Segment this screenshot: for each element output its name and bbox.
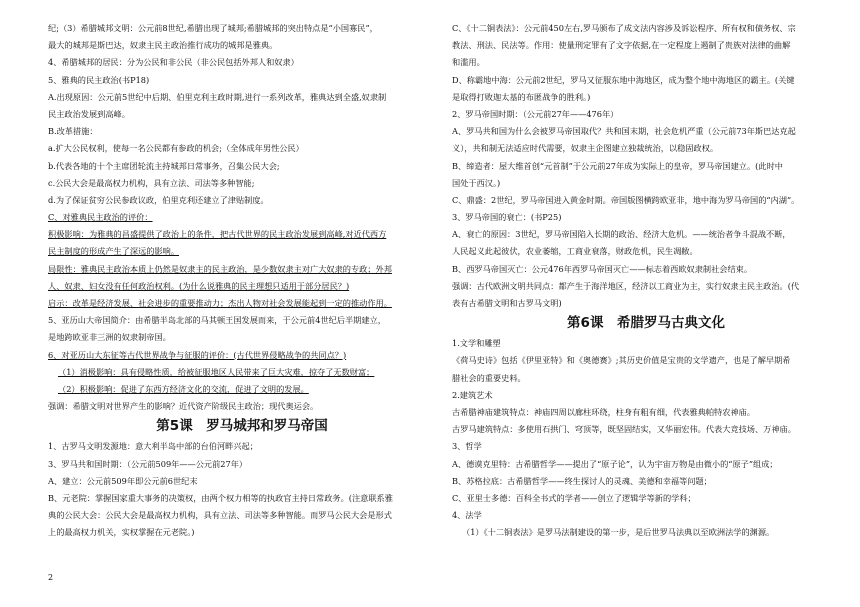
text-line: C、亚里士多德：百科全书式的学者——创立了逻辑学等新的学科； — [452, 492, 696, 503]
text-line: A.出现原因：公元前5世纪中后期、伯里克利主政时期,进行一系列改革，雅典达到全盛,奴隶制 — [48, 91, 387, 102]
left-column — [48, 20, 436, 541]
text-line: 纪;（3）希腊城邦文明：公元前8世纪,希腊出现了城邦;希腊城邦的突出特点是“小国寡民”， — [48, 23, 378, 33]
page-number: 2 — [48, 573, 54, 582]
text-line: 人民起义此起彼伏，农业萎缩，工商业衰落，财政危机，民生凋敝。 — [452, 246, 698, 257]
text-line: 3、罗马帝国的衰亡：(书P25) — [452, 212, 562, 223]
lesson-5-heading: 第5课 罗马城邦和罗马帝国 — [156, 418, 328, 435]
text-line: 局限性：雅典民主政治本质上仍然是奴隶主的民主政治，是少数奴隶主对广大奴隶的专政；外邦 — [48, 263, 392, 274]
text-line: 积极影响：为雅典的昌盛提供了政治上的条件，把古代世界的民主政治发展到高峰,对近代西方 — [48, 229, 387, 240]
text-line: 民主制度的形成产生了深远的影响。 — [48, 246, 180, 257]
text-line: 最大的城邦是斯巴达，奴隶主民主政治推行成功的城邦是雅典。 — [48, 40, 278, 51]
text-line: 教法、刑法、民法等。作用：使量刑定罪有了文字依据,在一定程度上遏制了贵族对法律的曲解 — [452, 40, 791, 51]
text-line: 义），共和制无法适应时代需要，奴隶主企图建立独裁统治，以稳固政权。 — [452, 143, 719, 154]
text-line: 民主政治发展到高峰。 — [48, 108, 130, 119]
text-line: d.为了保证贫穷公民参政议政，伯里克利还建立了津贴制度。 — [48, 194, 269, 205]
text-line: 古罗马建筑特点：多使用石拱门、穹顶等，既坚固结实，又华丽宏伟。代表大竞技场、万神庙。 — [452, 424, 796, 435]
text-line: （1）消极影响：具有侵略性质，给被征服地区人民带来了巨大灾难，掠夺了无数财富； — [58, 366, 375, 377]
text-line: 是取得打败迦太基的布匿战争的胜利。) — [452, 91, 591, 102]
text-line: 1、古罗马文明发源地：意大利半岛中部的台伯河畔兴起； — [48, 441, 258, 452]
text-line: 2.建筑艺术 — [452, 389, 493, 400]
text-line: C、鼎盛：2世纪，罗马帝国进入黄金时期。帝国版图横跨欧亚非，地中海为罗马帝国的“内湖”。 — [452, 194, 800, 205]
text-line: c.公民大会是最高权力机构，具有立法、司法等多种智能; — [48, 177, 255, 188]
text-line: 1.文学和雕塑 — [452, 338, 501, 349]
text-line: 6、对亚历山大东征等古代世界战争与征服的评价：(古代世界侵略战争的共同点？) — [48, 349, 347, 360]
text-line: 3、哲学 — [452, 441, 482, 452]
text-line: 人、奴隶、妇女没有任何政治权利。(为什么说雅典的民主理想只适用于部分居民？) — [48, 280, 350, 291]
left-body-top — [48, 20, 436, 415]
text-line: （1）《十二铜表法》是罗马法制建设的第一步，是后世罗马法典以至欧洲法学的渊源。 — [462, 527, 775, 538]
text-line: b.代表各地的十个主席团轮流主持城邦日常事务，召集公民大会; — [48, 160, 280, 171]
text-line: 4、希腊城邦的居民：分为公民和非公民（非公民包括外邦人和奴隶） — [48, 57, 299, 68]
text-line: 和滥用。 — [452, 57, 485, 68]
text-line: 启示：改革是经济发展、社会进步的重要推动力；杰出人物对社会发展能起到一定的推动作用。 — [48, 298, 392, 308]
text-line: （2）积极影响：促进了东西方经济文化的交流，促进了文明的发展。 — [58, 383, 309, 394]
text-line: 4、法学 — [452, 510, 482, 521]
text-line: A、罗马共和国为什么会被罗马帝国取代？共和国末期，社会危机严重（公元前73年斯巴达克起 — [452, 126, 796, 137]
left-body-bottom — [48, 438, 436, 541]
right-column — [452, 20, 840, 541]
text-line: 典的公民大会：公民大会是最高权力机构，具有立法、司法等多种智能。而罗马公民大会是形式 — [48, 510, 392, 521]
text-line: B、缔造者：屋大维首创“元首制”于公元前27年成为实际上的皇帝，罗马帝国建立。(此时中 — [452, 160, 783, 171]
text-line: 古希腊神庙建筑特点：神庙四周以廊柱环绕，柱身有粗有细，代表雅典帕特农神庙。 — [452, 406, 755, 417]
text-line: C、《十二铜表法》：公元前450左右,罗马颁布了成文法内容涉及诉讼程序、所有权和债务权、宗 — [452, 23, 796, 33]
text-line: A、衰亡的原因：3世纪，罗马帝国陷入长期的政治、经济大危机。——统治者争斗混战不断， — [452, 229, 791, 240]
text-line: 上的最高权力机关，实权掌握在元老院。) — [48, 527, 195, 538]
text-line: 表有古希腊文明和古罗马文明) — [452, 298, 562, 308]
text-line: B.改革措施： — [48, 126, 98, 137]
text-line: C、对雅典民主政治的评价： — [48, 212, 153, 223]
text-line: D、称霸地中海：公元前2世纪，罗马又征服东地中海地区，成为整个地中海地区的霸主。(关键 — [452, 74, 795, 85]
right-body-bottom — [452, 335, 840, 541]
text-line: B、元老院：掌握国家重大事务的决策权，由两个权力相等的执政官主持日常政务。(注意联系雅 — [48, 492, 393, 503]
text-line: A、德谟克里特：古希腊哲学——提出了“原子论”，认为宇宙万物是由微小的“原子”组成； — [452, 458, 778, 469]
text-line: 强调：古代欧洲文明共同点：都产生于海洋地区，经济以工商业为主，实行奴隶主民主政治。(代 — [452, 280, 800, 291]
text-line: A、建立：公元前509年即公元前6世纪末 — [48, 475, 198, 486]
text-line: 《荷马史诗》包括《伊里亚特》和《奥德赛》;其历史价值是宝贵的文学遗产，也是了解早期希 — [452, 355, 791, 366]
text-line: 3、罗马共和国时期：（公元前509年——公元前27年） — [48, 458, 248, 469]
lesson-6-heading: 第6课 希腊罗马古典文化 — [567, 315, 725, 332]
text-line: 5、亚历山大帝国简介：由希腊半岛北部的马其顿王国发展而来，于公元前4世纪后半期建立， — [48, 315, 386, 326]
text-line: 2、罗马帝国时期：（公元前27年——476年） — [452, 108, 619, 119]
text-line: a.扩大公民权利，使每一名公民都有参政的机会;（全体成年男性公民） — [48, 143, 304, 154]
text-line: 腊社会的重要史料。 — [452, 372, 526, 383]
text-line: 强调：希腊文明对世界产生的影响？近代资产阶级民主政治；现代奥运会。 — [48, 401, 319, 412]
text-line: B、西罗马帝国灭亡：公元476年西罗马帝国灭亡——标志着西欧奴隶制社会结束。 — [452, 263, 753, 274]
text-line: 5、雅典的民主政治(书P18) — [48, 74, 150, 85]
text-line: B、苏格拉底：古希腊哲学——终生探讨人的灵魂、美德和幸福等问题； — [452, 475, 712, 486]
text-line: 国处于西汉。) — [452, 177, 501, 188]
text-line: 是地跨欧亚非三洲的奴隶制帝国。 — [48, 332, 171, 343]
right-body-top — [452, 20, 840, 312]
